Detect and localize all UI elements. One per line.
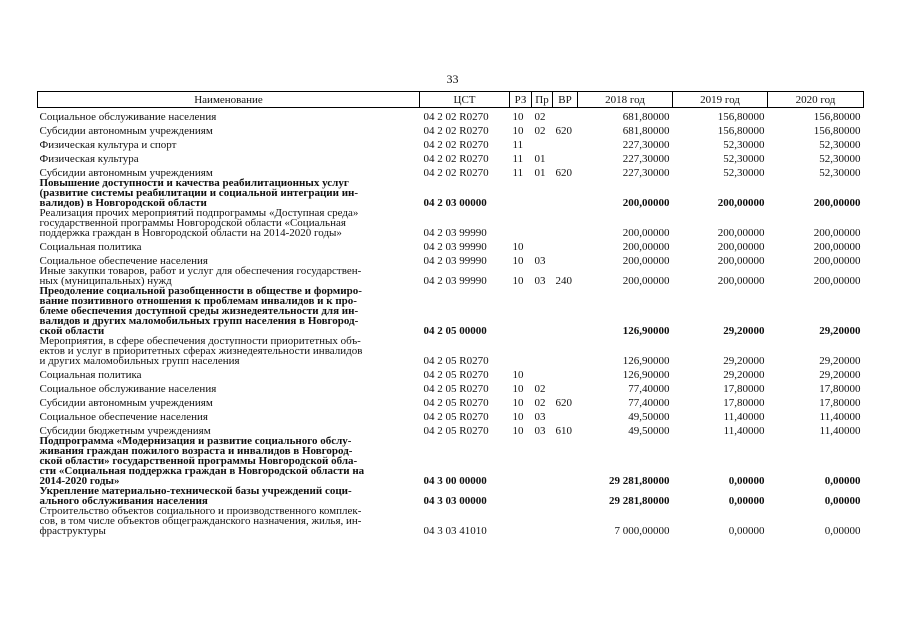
row-name-line: Социальное обслуживание населения xyxy=(39,383,217,395)
row-2020: 200,00000 xyxy=(813,197,861,209)
row-cst: 04 2 03 99990 xyxy=(423,255,487,267)
row-name xyxy=(38,136,420,150)
row-vr xyxy=(553,486,578,506)
header-row xyxy=(38,92,864,108)
row-2018: 77,40000 xyxy=(628,383,670,395)
row-2019: 29,20000 xyxy=(723,325,765,337)
row-2019: 0,00000 xyxy=(728,525,765,537)
row-name-line: валидов) в Новгородской области xyxy=(39,197,207,209)
row-vr xyxy=(553,136,578,150)
table-row xyxy=(38,286,864,336)
row-vr: 610 xyxy=(555,425,572,437)
row-2018: 126,90000 xyxy=(622,325,670,337)
row-2018: 7 000,00000 xyxy=(614,525,670,537)
table-row xyxy=(38,366,864,380)
table-row xyxy=(38,506,864,536)
row-2019: 52,30000 xyxy=(723,153,765,165)
row-2020: 52,30000 xyxy=(819,139,861,151)
table-row xyxy=(38,436,864,486)
row-2019: 156,80000 xyxy=(717,125,765,137)
row-2019: 52,30000 xyxy=(723,139,765,151)
row-2018: 200,00000 xyxy=(622,255,670,267)
row-name xyxy=(38,178,420,208)
row-name-line: Укрепление материально-технической базы учреждений соци- xyxy=(39,485,352,497)
row-cst: 04 2 05 R0270 xyxy=(423,383,489,395)
row-rz: 10 xyxy=(512,125,524,137)
row-name xyxy=(38,506,420,536)
row-cst: 04 2 05 R0270 xyxy=(423,369,489,381)
row-name-line: Субсидии автономным учреждениям xyxy=(39,125,213,137)
row-cst: 04 2 03 99990 xyxy=(423,275,487,287)
row-vr xyxy=(553,150,578,164)
table-row xyxy=(38,408,864,422)
row-name xyxy=(38,150,420,164)
row-vr xyxy=(553,178,578,208)
row-name-line: Физическая культура и спорт xyxy=(39,139,177,151)
table-row xyxy=(38,266,864,286)
table-row xyxy=(38,486,864,506)
row-name xyxy=(38,394,420,408)
row-vr xyxy=(553,366,578,380)
row-name-line: государственной программы Новгородской области «Социальная xyxy=(39,217,346,229)
row-name xyxy=(38,164,420,178)
table-row xyxy=(38,122,864,136)
row-2019: 200,00000 xyxy=(717,241,765,253)
row-2020: 156,80000 xyxy=(813,125,861,137)
row-name-line: 2014-2020 годы» xyxy=(39,475,120,487)
table-row xyxy=(38,164,864,178)
row-vr xyxy=(553,208,578,238)
row-rz xyxy=(510,436,532,486)
row-rz: 10 xyxy=(512,255,524,267)
row-rz xyxy=(510,178,532,208)
row-name xyxy=(38,108,420,123)
row-cst: 04 3 03 41010 xyxy=(423,525,487,537)
row-cst: 04 3 03 00000 xyxy=(423,495,487,507)
row-name xyxy=(38,422,420,436)
table-row xyxy=(38,252,864,266)
row-cst: 04 2 05 00000 xyxy=(423,325,487,337)
row-cst: 04 2 05 R0270 xyxy=(423,411,489,423)
row-rz: 10 xyxy=(512,383,524,395)
row-2019: 11,40000 xyxy=(723,425,765,437)
row-name-line: Социальная политика xyxy=(39,369,142,381)
row-2018: 126,90000 xyxy=(622,355,670,367)
row-name-line: живания граждан пожилого возраста и инвалидов в Новгород- xyxy=(39,445,353,457)
row-name xyxy=(38,238,420,252)
row-rz xyxy=(510,506,532,536)
row-vr xyxy=(553,436,578,486)
row-2019: 0,00000 xyxy=(728,495,765,507)
row-vr xyxy=(553,336,578,366)
row-rz xyxy=(510,336,532,366)
row-name xyxy=(38,252,420,266)
row-rz xyxy=(510,286,532,336)
header-pr: Пр xyxy=(532,92,553,108)
row-pr: 03 xyxy=(534,411,546,423)
row-2020: 200,00000 xyxy=(813,255,861,267)
row-name-line: вание позитивного отношения к проблемам инвалидов и к про- xyxy=(39,295,357,307)
header-2020: 2020 год xyxy=(768,92,864,108)
budget-table xyxy=(37,91,864,536)
row-name-line: Преодоление социальной разобщенности в обществе и формиро- xyxy=(39,285,362,297)
row-2018: 200,00000 xyxy=(622,227,670,239)
row-name-line: ных (муниципальных) нужд xyxy=(39,275,172,287)
row-rz: 11 xyxy=(512,167,524,179)
row-rz: 10 xyxy=(512,241,524,253)
row-name xyxy=(38,122,420,136)
row-cst: 04 2 02 R0270 xyxy=(423,167,489,179)
row-2018: 29 281,80000 xyxy=(609,475,670,487)
row-2019: 52,30000 xyxy=(723,167,765,179)
row-2020: 200,00000 xyxy=(813,227,861,239)
row-2020: 0,00000 xyxy=(824,495,861,507)
row-vr: 620 xyxy=(555,397,572,409)
row-name-line: Субсидии автономным учреждениям xyxy=(39,397,213,409)
row-2018: 681,80000 xyxy=(622,125,670,137)
row-cst: 04 3 00 00000 xyxy=(423,475,487,487)
row-2019: 11,40000 xyxy=(723,411,765,423)
row-2020: 0,00000 xyxy=(824,525,861,537)
row-rz: 11 xyxy=(512,139,524,151)
row-name-line: Реализация прочих мероприятий подпрограммы «Доступная среда» xyxy=(39,207,359,219)
row-2018: 77,40000 xyxy=(628,397,670,409)
row-pr xyxy=(532,486,553,506)
row-2018: 200,00000 xyxy=(622,241,670,253)
row-name-line: Мероприятия, в сфере обеспечения доступности приоритетных объ- xyxy=(39,335,361,347)
row-vr: 620 xyxy=(555,125,572,137)
header-name: Наименование xyxy=(38,92,420,108)
row-2018: 126,90000 xyxy=(622,369,670,381)
row-name xyxy=(38,336,420,366)
row-vr xyxy=(553,286,578,336)
row-2019: 29,20000 xyxy=(723,355,765,367)
row-name-line: и других маломобильных групп населения xyxy=(39,355,240,367)
row-2019: 200,00000 xyxy=(717,275,765,287)
row-2019: 29,20000 xyxy=(723,369,765,381)
row-cst: 04 2 05 R0270 xyxy=(423,425,489,437)
row-2020: 29,20000 xyxy=(819,325,861,337)
row-2020: 0,00000 xyxy=(824,475,861,487)
row-name-line: Повышение доступности и качества реабилитационных услуг xyxy=(39,177,349,189)
row-pr: 02 xyxy=(534,111,546,123)
row-2020: 52,30000 xyxy=(819,153,861,165)
row-pr xyxy=(532,436,553,486)
row-pr xyxy=(532,178,553,208)
row-name-line: Подпрограмма «Модернизация и развитие социального обслу- xyxy=(39,435,352,447)
row-2020: 11,40000 xyxy=(819,411,861,423)
row-name-line: поддержка граждан в Новгородской области на 2014-2020 годы» xyxy=(39,227,342,239)
row-cst: 04 2 03 99990 xyxy=(423,227,487,239)
row-name xyxy=(38,486,420,506)
row-2019: 0,00000 xyxy=(728,475,765,487)
row-name xyxy=(38,380,420,394)
row-vr: 240 xyxy=(555,275,572,287)
row-name-line: Физическая культура xyxy=(39,153,139,165)
row-name xyxy=(38,408,420,422)
row-name-line: Социальная политика xyxy=(39,241,142,253)
row-2018: 681,80000 xyxy=(622,111,670,123)
row-2019: 200,00000 xyxy=(717,227,765,239)
row-rz xyxy=(510,486,532,506)
row-2020: 200,00000 xyxy=(813,275,861,287)
row-name xyxy=(38,208,420,238)
row-pr: 02 xyxy=(534,397,546,409)
row-vr xyxy=(553,380,578,394)
row-2018: 49,50000 xyxy=(628,425,670,437)
row-2020: 11,40000 xyxy=(819,425,861,437)
row-pr xyxy=(532,366,553,380)
row-pr xyxy=(532,136,553,150)
row-rz: 10 xyxy=(512,111,524,123)
row-vr: 620 xyxy=(555,167,572,179)
row-pr: 03 xyxy=(534,275,546,287)
row-2019: 156,80000 xyxy=(717,111,765,123)
row-2020: 52,30000 xyxy=(819,167,861,179)
row-cst: 04 2 02 R0270 xyxy=(423,139,489,151)
table-body xyxy=(38,108,864,537)
row-name xyxy=(38,266,420,286)
row-pr xyxy=(532,336,553,366)
row-name-line: сов, в том числе объектов общегражданского назначения, жилья, ин- xyxy=(39,515,362,527)
table-row xyxy=(38,136,864,150)
row-name xyxy=(38,436,420,486)
header-cst: ЦСТ xyxy=(420,92,510,108)
row-2018: 200,00000 xyxy=(622,275,670,287)
row-name xyxy=(38,286,420,336)
row-cst: 04 2 05 R0270 xyxy=(423,397,489,409)
row-2018: 200,00000 xyxy=(622,197,670,209)
row-name-line: (развитие системы реабилитации и социальной интеграции ин- xyxy=(39,187,359,199)
row-2019: 200,00000 xyxy=(717,197,765,209)
row-pr: 03 xyxy=(534,425,546,437)
table-row xyxy=(38,380,864,394)
table-row xyxy=(38,178,864,208)
table-row xyxy=(38,208,864,238)
row-2020: 156,80000 xyxy=(813,111,861,123)
row-rz: 10 xyxy=(512,275,524,287)
row-name-line: блеме обеспечения доступной среды жизнедеятельности для ин- xyxy=(39,305,359,317)
row-name-line: Субсидии автономным учреждениям xyxy=(39,167,213,179)
row-2019: 17,80000 xyxy=(723,397,765,409)
row-2019: 200,00000 xyxy=(717,255,765,267)
row-pr: 03 xyxy=(534,255,546,267)
row-pr xyxy=(532,506,553,536)
row-vr xyxy=(553,108,578,123)
row-name xyxy=(38,366,420,380)
row-rz: 10 xyxy=(512,369,524,381)
row-pr: 01 xyxy=(534,153,546,165)
row-cst: 04 2 03 00000 xyxy=(423,197,487,209)
row-vr xyxy=(553,238,578,252)
row-rz: 11 xyxy=(512,153,524,165)
row-cst: 04 2 05 R0270 xyxy=(423,355,489,367)
row-name-line: ской области» государственной программы Новгородской обла- xyxy=(39,455,358,467)
page-number: 33 xyxy=(446,72,459,86)
row-name-line: Субсидии бюджетным учреждениям xyxy=(39,425,211,437)
row-pr xyxy=(532,238,553,252)
row-pr xyxy=(532,286,553,336)
row-2020: 17,80000 xyxy=(819,397,861,409)
row-vr xyxy=(553,252,578,266)
row-name-line: Строительство объектов социального и производственного комплек- xyxy=(39,505,362,517)
row-rz: 10 xyxy=(512,411,524,423)
row-name-line: Иные закупки товаров, работ и услуг для обеспечения государствен- xyxy=(39,265,362,277)
row-name-line: Социальное обслуживание населения xyxy=(39,111,217,123)
row-cst: 04 2 02 R0270 xyxy=(423,125,489,137)
table-header xyxy=(38,92,864,108)
table-row xyxy=(38,422,864,436)
row-2020: 17,80000 xyxy=(819,383,861,395)
row-2020: 29,20000 xyxy=(819,355,861,367)
row-pr xyxy=(532,208,553,238)
row-cst: 04 2 03 99990 xyxy=(423,241,487,253)
table-row xyxy=(38,336,864,366)
row-vr xyxy=(553,506,578,536)
row-2018: 227,30000 xyxy=(622,167,670,179)
row-name-line: валидов и других маломобильных групп населения в Новгород- xyxy=(39,315,359,327)
row-name-line: фраструктуры xyxy=(39,525,106,537)
row-rz xyxy=(510,208,532,238)
row-name-line: ального обслуживания населения xyxy=(39,495,208,507)
row-2020: 29,20000 xyxy=(819,369,861,381)
table-row xyxy=(38,108,864,123)
table-row xyxy=(38,394,864,408)
header-vr: ВР xyxy=(553,92,578,108)
row-name-line: ской области xyxy=(39,325,105,337)
row-rz: 10 xyxy=(512,397,524,409)
row-2020: 200,00000 xyxy=(813,241,861,253)
table-row xyxy=(38,238,864,252)
row-2018: 29 281,80000 xyxy=(609,495,670,507)
row-pr: 01 xyxy=(534,167,546,179)
row-name-line: Социальное обеспечение населения xyxy=(39,411,208,423)
row-name-line: ектов и услуг в приоритетных сферах жизнедеятельности инвалидов xyxy=(39,345,363,357)
row-pr: 02 xyxy=(534,125,546,137)
row-name-line: сти «Социальная поддержка граждан в Новгородской области на xyxy=(39,465,365,477)
header-rz: РЗ xyxy=(510,92,532,108)
row-2019: 17,80000 xyxy=(723,383,765,395)
row-cst: 04 2 02 R0270 xyxy=(423,111,489,123)
header-2019: 2019 год xyxy=(673,92,768,108)
row-2018: 227,30000 xyxy=(622,139,670,151)
row-rz: 10 xyxy=(512,425,524,437)
table-row xyxy=(38,150,864,164)
row-2018: 227,30000 xyxy=(622,153,670,165)
row-2018: 49,50000 xyxy=(628,411,670,423)
header-2018: 2018 год xyxy=(578,92,673,108)
row-pr: 02 xyxy=(534,383,546,395)
row-cst: 04 2 02 R0270 xyxy=(423,153,489,165)
row-name-line: Социальное обеспечение населения xyxy=(39,255,208,267)
row-vr xyxy=(553,408,578,422)
